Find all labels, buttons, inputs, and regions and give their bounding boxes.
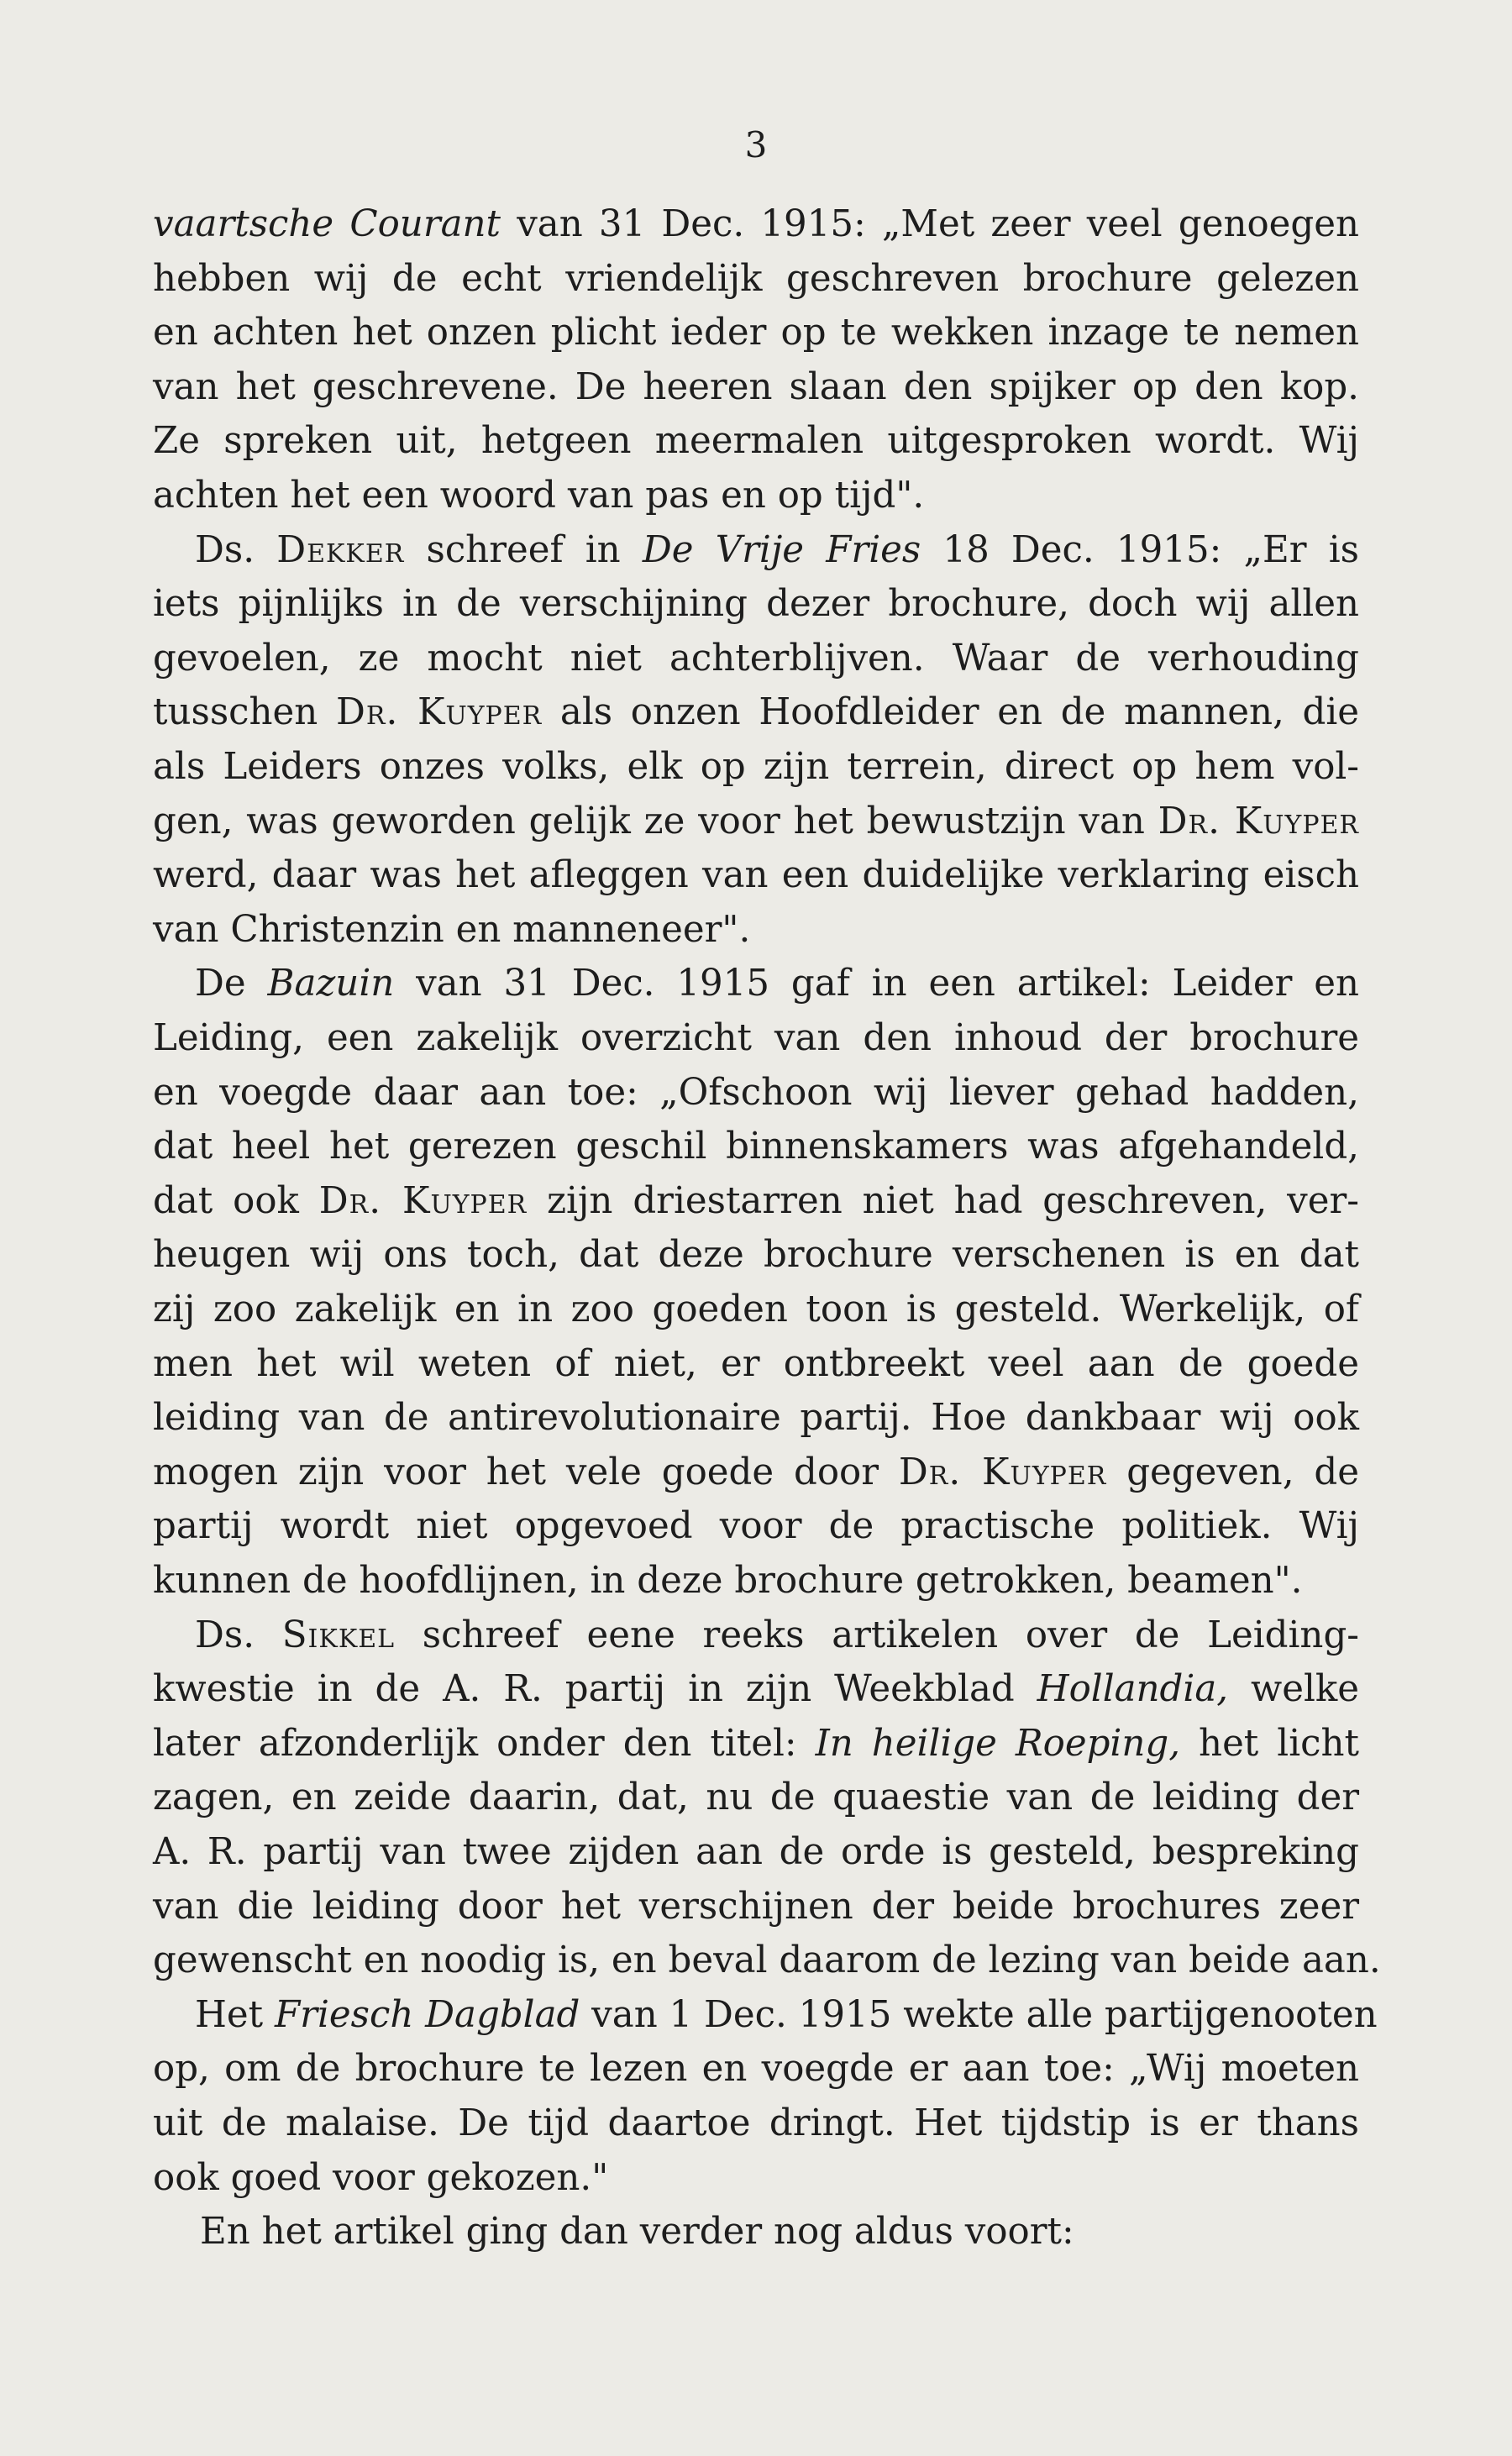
text-segment: op, om de brochure te lezen en voegde er aan toe: „Wij moeten: [153, 2048, 1359, 2091]
text-segment: leiding van de antirevolutionaire partij. Hoe dankbaar wij ook: [153, 1397, 1359, 1440]
text-line: [153, 307, 1359, 359]
small-caps-name: Sikkel: [281, 1614, 396, 1656]
text-line: [153, 1229, 1359, 1281]
text-segment: welke: [1228, 1668, 1359, 1711]
text-line: [153, 361, 1359, 413]
text-segment: van 1 Dec. 1915 wekte alle partijgenooten: [580, 1993, 1378, 2036]
text-line: [153, 904, 1359, 956]
text-line: [195, 1609, 1359, 1661]
text-line: [153, 2152, 1359, 2204]
text-segment: Het: [195, 1993, 275, 2036]
text-line: [153, 1067, 1359, 1119]
text-line: [153, 686, 1359, 738]
text-segment: zij zoo zakelijk en in zoo goeden toon is gesteld. Werkelijk, of: [153, 1288, 1359, 1330]
text-line: [153, 849, 1359, 901]
text-line: [153, 1283, 1359, 1336]
italic-text: vaartsche Courant: [153, 203, 501, 245]
text-segment: Ds.: [195, 528, 277, 571]
page-number: 3: [744, 124, 768, 165]
italic-text: Friesch Dagblad: [275, 1993, 580, 2036]
italic-text: De Vrije Fries: [642, 528, 921, 571]
italic-text: Bazuin: [267, 963, 395, 1005]
text-segment: hebben wij de echt vriendelijk geschreven brochure gelezen: [153, 257, 1359, 300]
text-line: [153, 578, 1359, 630]
text-line: [153, 795, 1359, 848]
text-line: [153, 470, 1359, 522]
text-segment: werd, daar was het afleggen van een duidelijke verklaring eisch: [153, 854, 1359, 897]
text-segment: Ds.: [195, 1614, 282, 1656]
text-line: [153, 1718, 1359, 1770]
text-line: [195, 524, 1359, 576]
text-segment: van Christenzin en manneneer".: [153, 908, 751, 951]
text-segment: En het artikel ging dan verder nog aldus voort:: [200, 2211, 1074, 2254]
text-line: [153, 1175, 1359, 1227]
text-line: [153, 1446, 1359, 1498]
small-caps-name: Dr. Kuyper: [898, 1451, 1107, 1493]
text-line: [153, 1826, 1359, 1878]
text-segment: heugen wij ons toch, dat deze brochure verschenen is en dat: [153, 1234, 1359, 1277]
text-segment: het licht: [1180, 1722, 1359, 1765]
text-line: [153, 1012, 1359, 1064]
text-line: [153, 198, 1359, 250]
italic-text: Hollandia,: [1037, 1668, 1229, 1711]
text-segment: zagen, en zeide daarin, dat, nu de quaestie van de leiding der: [153, 1776, 1359, 1819]
text-line: [153, 2097, 1359, 2149]
text-segment: 18 Dec. 1915: „Er is: [921, 528, 1359, 571]
text-segment: van het geschrevene. De heeren slaan den spijker op den kop.: [153, 365, 1359, 408]
text-segment: iets pijnlijks in de verschijning dezer brochure, doch wij allen: [153, 583, 1359, 626]
text-segment: als Leiders onzes volks, elk op zijn terrein, direct op hem vol-: [153, 746, 1359, 788]
text-segment: ook goed voor gekozen.": [153, 2156, 609, 2199]
text-segment: tusschen: [153, 691, 336, 734]
text-line: [200, 2206, 1359, 2258]
text-segment: kwestie in de A. R. partij in zijn Weekblad: [153, 1668, 1037, 1711]
text-segment: gegeven, de: [1106, 1451, 1359, 1493]
text-segment: van die leiding door het verschijnen der beide brochures zeer: [153, 1885, 1359, 1928]
text-segment: partij wordt niet opgevoed voor de practische politiek. Wij: [153, 1505, 1359, 1548]
text-segment: kunnen de hoofdlijnen, in deze brochure getrokken, beamen".: [153, 1560, 1303, 1602]
text-line: [153, 1881, 1359, 1933]
small-caps-name: Dr. Kuyper: [318, 1179, 528, 1222]
italic-text: In heilige Roeping,: [815, 1722, 1181, 1765]
text-segment: gewenscht en noodig is, en beval daarom de lezing van beide aan.: [153, 1939, 1381, 1982]
text-line: [153, 1500, 1359, 1552]
text-segment: van 31 Dec. 1915: „Met zeer veel genoegen: [501, 203, 1359, 245]
text-segment: Ze spreken uit, hetgeen meermalen uitgesproken wordt. Wij: [153, 420, 1359, 463]
text-segment: van 31 Dec. 1915 gaf in een artikel: Leider en: [394, 963, 1360, 1005]
small-caps-name: Dekker: [276, 528, 405, 571]
text-segment: gevoelen, ze mocht niet achterblijven. Waar de verhouding: [153, 637, 1359, 680]
text-line: [153, 1663, 1359, 1715]
text-line: [195, 958, 1359, 1010]
text-segment: schreef eene reeks artikelen over de Leiding-: [395, 1614, 1359, 1656]
text-segment: Leiding, een zakelijk overzicht van den inhoud der brochure: [153, 1017, 1359, 1059]
text-segment: schreef in: [404, 528, 643, 571]
text-line: [195, 1989, 1378, 2041]
text-line: [153, 632, 1359, 685]
text-line: [153, 1771, 1359, 1824]
text-line: [153, 1338, 1359, 1390]
text-segment: achten het een woord van pas en op tijd".: [153, 475, 925, 517]
text-line: [153, 415, 1359, 467]
text-segment: A. R. partij van twee zijden aan de orde is gesteld, bespreking: [153, 1831, 1359, 1873]
text-segment: gen, was geworden gelijk ze voor het bewustzijn van: [153, 800, 1158, 842]
text-line: [153, 2043, 1359, 2095]
text-segment: De: [195, 963, 268, 1005]
text-line: [153, 1120, 1359, 1173]
text-segment: en voegde daar aan toe: „Ofschoon wij liever gehad hadden,: [153, 1071, 1359, 1114]
small-caps-name: Dr. Kuyper: [335, 691, 543, 734]
text-segment: uit de malaise. De tijd daartoe dringt. Het tijdstip is er thans: [153, 2102, 1359, 2144]
text-line: [153, 253, 1359, 305]
text-segment: zijn driestarren niet had geschreven, ver-: [527, 1179, 1359, 1222]
text-line: [153, 1392, 1359, 1444]
text-segment: later afzonderlijk onder den titel:: [153, 1722, 816, 1765]
text-segment: dat heel het gerezen geschil binnenskamers was afgehandeld,: [153, 1126, 1359, 1168]
text-segment: dat ook: [153, 1179, 319, 1222]
text-line: [153, 1934, 1381, 1986]
text-segment: als onzen Hoofdleider en de mannen, die: [542, 691, 1359, 734]
text-line: [153, 741, 1359, 793]
text-line: [153, 1555, 1359, 1607]
small-caps-name: Dr. Kuyper: [1158, 800, 1359, 842]
text-segment: mogen zijn voor het vele goede door: [153, 1451, 899, 1493]
text-segment: en achten het onzen plicht ieder op te wekken inzage te nemen: [153, 312, 1359, 354]
text-segment: men het wil weten of niet, er ontbreekt veel aan de goede: [153, 1342, 1359, 1385]
